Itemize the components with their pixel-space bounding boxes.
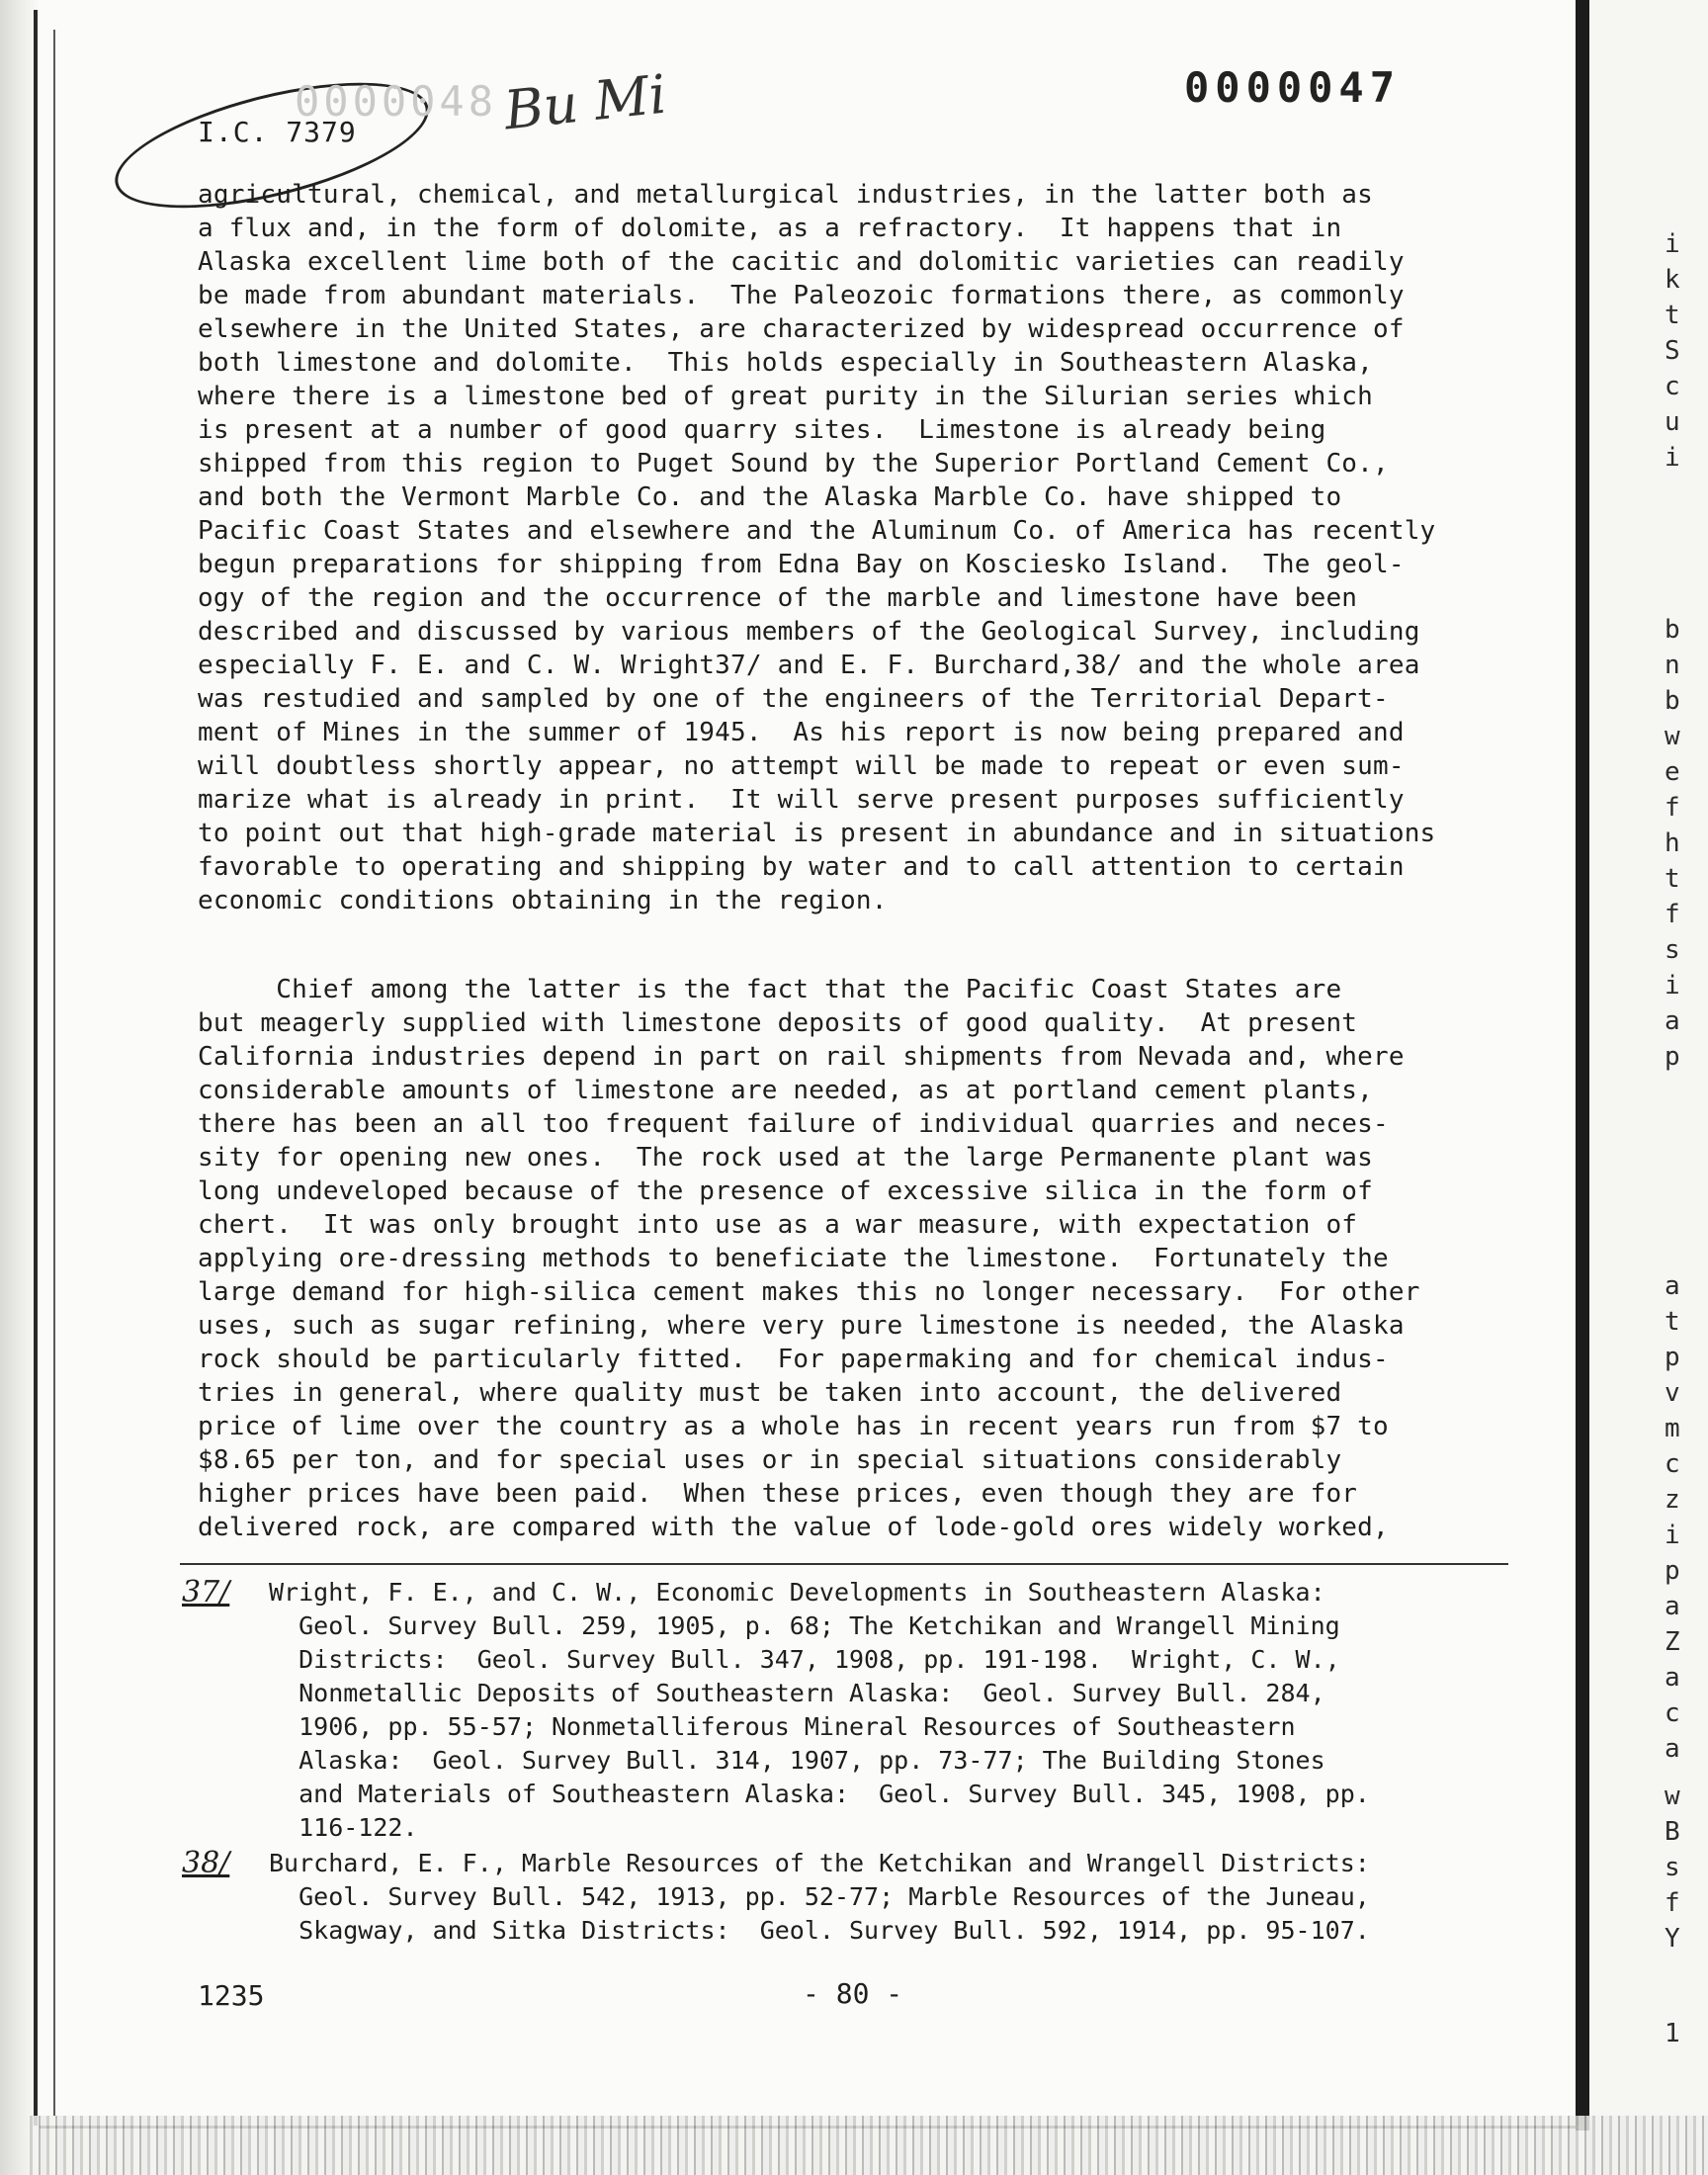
adjacent-page-letter: m: [1665, 1414, 1680, 1443]
text-line: Alaska excellent lime both of the cacitic and dolomitic varieties can readily: [198, 247, 1405, 277]
page-right-edge: [1576, 0, 1589, 2131]
body-paragraph-2: [198, 973, 1420, 1544]
text-line: uses, such as sugar refining, where very pure limestone is needed, the Alaska: [198, 1311, 1405, 1341]
document-code: 1235: [198, 1979, 265, 2012]
adjacent-page-letter: f: [1665, 900, 1680, 929]
text-line: agricultural, chemical, and metallurgical industries, in the latter both as: [198, 180, 1373, 210]
adjacent-page-letter: Z: [1665, 1627, 1680, 1657]
text-line: chert. It was only brought into use as a war measure, with expectation of: [198, 1210, 1358, 1240]
text-line: price of lime over the country as a whole has in recent years run from $7 to: [198, 1412, 1389, 1441]
text-line: California industries depend in part on rail shipments from Nevada and, where: [198, 1042, 1405, 1072]
footnote-divider: [180, 1563, 1508, 1565]
adjacent-page-letter: a: [1665, 1663, 1680, 1693]
adjacent-page-letter: f: [1665, 1888, 1680, 1918]
adjacent-page-letter: Y: [1665, 1924, 1680, 1954]
text-line: shipped from this region to Puget Sound by the Superior Portland Cement Co.,: [198, 449, 1389, 478]
text-line: described and discussed by various members of the Geological Survey, including: [198, 617, 1420, 647]
adjacent-page-letter: c: [1665, 1449, 1680, 1479]
adjacent-page-letter: p: [1665, 1343, 1680, 1372]
adjacent-page-letter: f: [1665, 793, 1680, 823]
text-line: be made from abundant materials. The Paleozoic formations there, as commonly: [198, 281, 1405, 310]
text-line: there has been an all too frequent failure of individual quarries and neces-: [198, 1109, 1389, 1139]
text-line: long undeveloped because of the presence of excessive silica in the form of: [198, 1176, 1373, 1206]
adjacent-page-letter: t: [1665, 864, 1680, 894]
footnote-marker-37: 37/: [182, 1575, 230, 1610]
text-line: a flux and, in the form of dolomite, as a refractory. It happens that in: [198, 214, 1342, 243]
scan-noise-band: [30, 2116, 1708, 2175]
text-line: higher prices have been paid. When these prices, even though they are for: [198, 1479, 1358, 1509]
adjacent-page-letter: i: [1665, 443, 1680, 473]
adjacent-page-edge: [1589, 0, 1708, 2175]
adjacent-page-letter: B: [1665, 1817, 1680, 1847]
adjacent-page-letter: c: [1665, 372, 1680, 401]
adjacent-page-letter: b: [1665, 615, 1680, 645]
adjacent-page-letter: w: [1665, 722, 1680, 751]
footnote-38-text: [269, 1847, 1370, 1948]
text-line: was restudied and sampled by one of the engineers of the Territorial Depart-: [198, 684, 1389, 714]
text-line: applying ore-dressing methods to beneficiate the limestone. Fortunately the: [198, 1244, 1389, 1273]
adjacent-page-letter: b: [1665, 686, 1680, 716]
stamp-number: 0000047: [1184, 63, 1402, 112]
footnote-line: 1906, pp. 55-57; Nonmetalliferous Mineral Resources of Southeastern: [269, 1712, 1296, 1741]
adjacent-page-letter: a: [1665, 1734, 1680, 1764]
adjacent-page-letter: a: [1665, 1006, 1680, 1036]
text-line: especially F. E. and C. W. Wright37/ and E. F. Burchard,38/ and the whole area: [198, 651, 1420, 680]
text-line: sity for opening new ones. The rock used at the large Permanente plant was: [198, 1143, 1373, 1173]
adjacent-page-letter: u: [1665, 407, 1680, 437]
adjacent-page-letter: w: [1665, 1782, 1680, 1811]
adjacent-page-letter: z: [1665, 1485, 1680, 1515]
footnote-line: 116-122.: [269, 1813, 418, 1842]
adjacent-page-letter: t: [1665, 301, 1680, 330]
binding-edge-line: [34, 10, 38, 2126]
text-line: Pacific Coast States and elsewhere and the Aluminum Co. of America has recently: [198, 516, 1436, 546]
adjacent-page-letter: p: [1665, 1042, 1680, 1072]
footnote-line: Geol. Survey Bull. 259, 1905, p. 68; The Ketchikan and Wrangell Mining: [269, 1611, 1340, 1640]
adjacent-page-letter: h: [1665, 828, 1680, 858]
text-line: economic conditions obtaining in the region.: [198, 886, 888, 915]
text-line: where there is a limestone bed of great purity in the Silurian series which: [198, 382, 1373, 411]
footnote-marker-38: 38/: [182, 1846, 230, 1880]
text-line: rock should be particularly fitted. For papermaking and for chemical indus-: [198, 1345, 1389, 1374]
adjacent-page-letter: 1: [1665, 2019, 1680, 2048]
text-line: and both the Vermont Marble Co. and the Alaska Marble Co. have shipped to: [198, 482, 1342, 512]
adjacent-page-letter: e: [1665, 757, 1680, 787]
adjacent-page-letter: i: [1665, 229, 1680, 259]
text-line: both limestone and dolomite. This holds especially in Southeastern Alaska,: [198, 348, 1373, 378]
footnote-37-text: [269, 1576, 1370, 1845]
footnote-line: Nonmetallic Deposits of Southeastern Alaska: Geol. Survey Bull. 284,: [269, 1679, 1325, 1707]
adjacent-page-letter: i: [1665, 971, 1680, 1000]
binding-inner-line: [53, 30, 55, 2116]
text-line: $8.65 per ton, and for special uses or in special situations considerably: [198, 1445, 1342, 1475]
adjacent-page-letter: p: [1665, 1556, 1680, 1586]
text-line: begun preparations for shipping from Edna Bay on Kosciesko Island. The geol-: [198, 550, 1405, 579]
text-line: considerable amounts of limestone are needed, as at portland cement plants,: [198, 1076, 1373, 1105]
footnote-line: Geol. Survey Bull. 542, 1913, pp. 52-77; Marble Resources of the Juneau,: [269, 1882, 1370, 1911]
text-line: marize what is already in print. It will serve present purposes sufficiently: [198, 785, 1405, 815]
text-line: delivered rock, are compared with the value of lode-gold ores widely worked,: [198, 1513, 1389, 1542]
adjacent-page-letter: c: [1665, 1698, 1680, 1728]
adjacent-page-letter: s: [1665, 1853, 1680, 1882]
faded-stamp-number: 0000048: [295, 77, 498, 126]
footnote-line: Alaska: Geol. Survey Bull. 314, 1907, pp. 73-77; The Building Stones: [269, 1746, 1325, 1775]
text-line: Chief among the latter is the fact that the Pacific Coast States are: [198, 975, 1342, 1004]
text-line: elsewhere in the United States, are characterized by widespread occurrence of: [198, 314, 1405, 344]
text-line: ment of Mines in the summer of 1945. As his report is now being prepared and: [198, 718, 1405, 747]
text-line: to point out that high-grade material is present in abundance and in situations: [198, 819, 1436, 848]
adjacent-page-letter: i: [1665, 1521, 1680, 1550]
footnote-line: Burchard, E. F., Marble Resources of the Ketchikan and Wrangell Districts:: [269, 1849, 1370, 1877]
footnote-line: Districts: Geol. Survey Bull. 347, 1908, pp. 191-198. Wright, C. W.,: [269, 1645, 1340, 1674]
adjacent-page-letter: S: [1665, 336, 1680, 366]
adjacent-page-letter: k: [1665, 265, 1680, 295]
adjacent-page-letter: a: [1665, 1271, 1680, 1301]
text-line: but meagerly supplied with limestone deposits of good quality. At present: [198, 1008, 1358, 1038]
text-line: large demand for high-silica cement makes this no longer necessary. For other: [198, 1277, 1420, 1307]
text-line: tries in general, where quality must be taken into account, the delivered: [198, 1378, 1342, 1408]
text-line: favorable to operating and shipping by water and to call attention to certain: [198, 852, 1405, 882]
footnote-line: and Materials of Southeastern Alaska: Geol. Survey Bull. 345, 1908, pp.: [269, 1780, 1370, 1808]
footnote-line: Skagway, and Sitka Districts: Geol. Survey Bull. 592, 1914, pp. 95-107.: [269, 1916, 1370, 1945]
adjacent-page-letter: t: [1665, 1307, 1680, 1337]
text-line: will doubtless shortly appear, no attempt will be made to repeat or even sum-: [198, 751, 1405, 781]
footnote-line: Wright, F. E., and C. W., Economic Developments in Southeastern Alaska:: [269, 1578, 1325, 1607]
text-line: is present at a number of good quarry sites. Limestone is already being: [198, 415, 1326, 445]
adjacent-page-letter: v: [1665, 1378, 1680, 1408]
adjacent-page-letter: s: [1665, 935, 1680, 965]
handwritten-note: Bu Mi: [501, 62, 670, 142]
adjacent-page-letter: n: [1665, 651, 1680, 680]
text-line: ogy of the region and the occurrence of the marble and limestone have been: [198, 583, 1358, 613]
document-id: I.C. 7379: [198, 116, 357, 148]
adjacent-page-letter: a: [1665, 1592, 1680, 1621]
body-paragraph-1: [198, 178, 1435, 917]
page-number: - 80 -: [803, 1977, 903, 2010]
